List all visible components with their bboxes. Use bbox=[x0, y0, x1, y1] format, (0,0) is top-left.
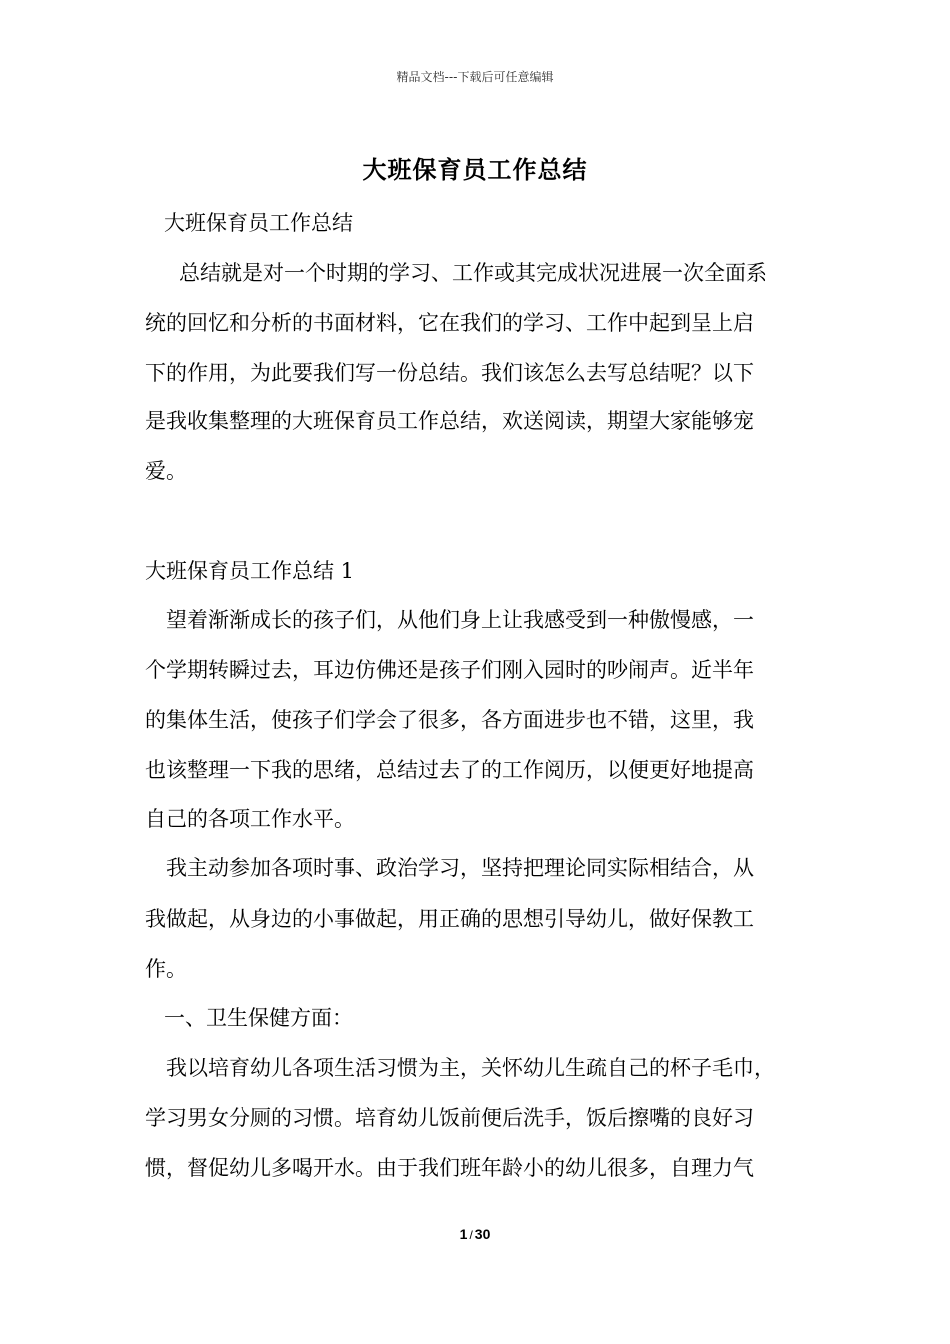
paragraph-line: 也该整理一下我的思绪，总结过去了的工作阅历，以便更好地提高 bbox=[145, 758, 754, 782]
paragraph-line: 惯，督促幼儿多喝开水。由于我们班年龄小的幼儿很多，自理力气 bbox=[145, 1156, 754, 1180]
paragraph-line: 的集体生活，使孩子们学会了很多，各方面进步也不错，这里，我 bbox=[145, 708, 754, 732]
document-title: 大班保育员工作总结 bbox=[362, 155, 588, 184]
paragraph-line: 作。 bbox=[145, 957, 187, 981]
intro-line: 统的回忆和分析的书面材料，它在我们的学习、工作中起到呈上启 bbox=[145, 311, 754, 335]
intro-line: 下的作用，为此要我们写一份总结。我们该怎么去写总结呢？以下 bbox=[145, 361, 754, 385]
page-separator: / bbox=[469, 1228, 473, 1242]
document-subtitle: 大班保育员工作总结 bbox=[164, 211, 353, 235]
paragraph-line: 自己的各项工作水平。 bbox=[145, 807, 355, 831]
section-heading: 大班保育员工作总结 1 bbox=[145, 559, 355, 583]
intro-line: 是我收集整理的大班保育员工作总结，欢送阅读，期望大家能够宠 bbox=[145, 409, 754, 433]
paragraph-line: 学习男女分厕的习惯。培育幼儿饭前便后洗手，饭后擦嘴的良好习 bbox=[145, 1106, 754, 1130]
intro-line: 爱。 bbox=[145, 459, 187, 483]
header-note: 精品文档---下载后可任意编辑 bbox=[396, 70, 554, 84]
paragraph-line: 个学期转瞬过去，耳边仿佛还是孩子们刚入园时的吵闹声。近半年 bbox=[145, 658, 754, 682]
page-number bbox=[0, 1226, 950, 1242]
page-total: 30 bbox=[474, 1226, 491, 1242]
page-current: 1 bbox=[459, 1226, 468, 1242]
paragraph-line: 我做起，从身边的小事做起，用正确的思想引导幼儿，做好保教工 bbox=[145, 907, 754, 931]
intro-line: 总结就是对一个时期的学习、工作或其完成状况进展一次全面系 bbox=[179, 261, 767, 285]
paragraph-line: 望着渐渐成长的孩子们，从他们身上让我感受到一种傲慢感，一 bbox=[166, 608, 754, 632]
paragraph-line: 我以培育幼儿各项生活习惯为主，关怀幼儿生疏自己的杯子毛巾， bbox=[166, 1056, 775, 1080]
subheading: 一、卫生保健方面： bbox=[164, 1006, 353, 1030]
paragraph-line: 我主动参加各项时事、政治学习，坚持把理论同实际相结合，从 bbox=[166, 856, 754, 880]
